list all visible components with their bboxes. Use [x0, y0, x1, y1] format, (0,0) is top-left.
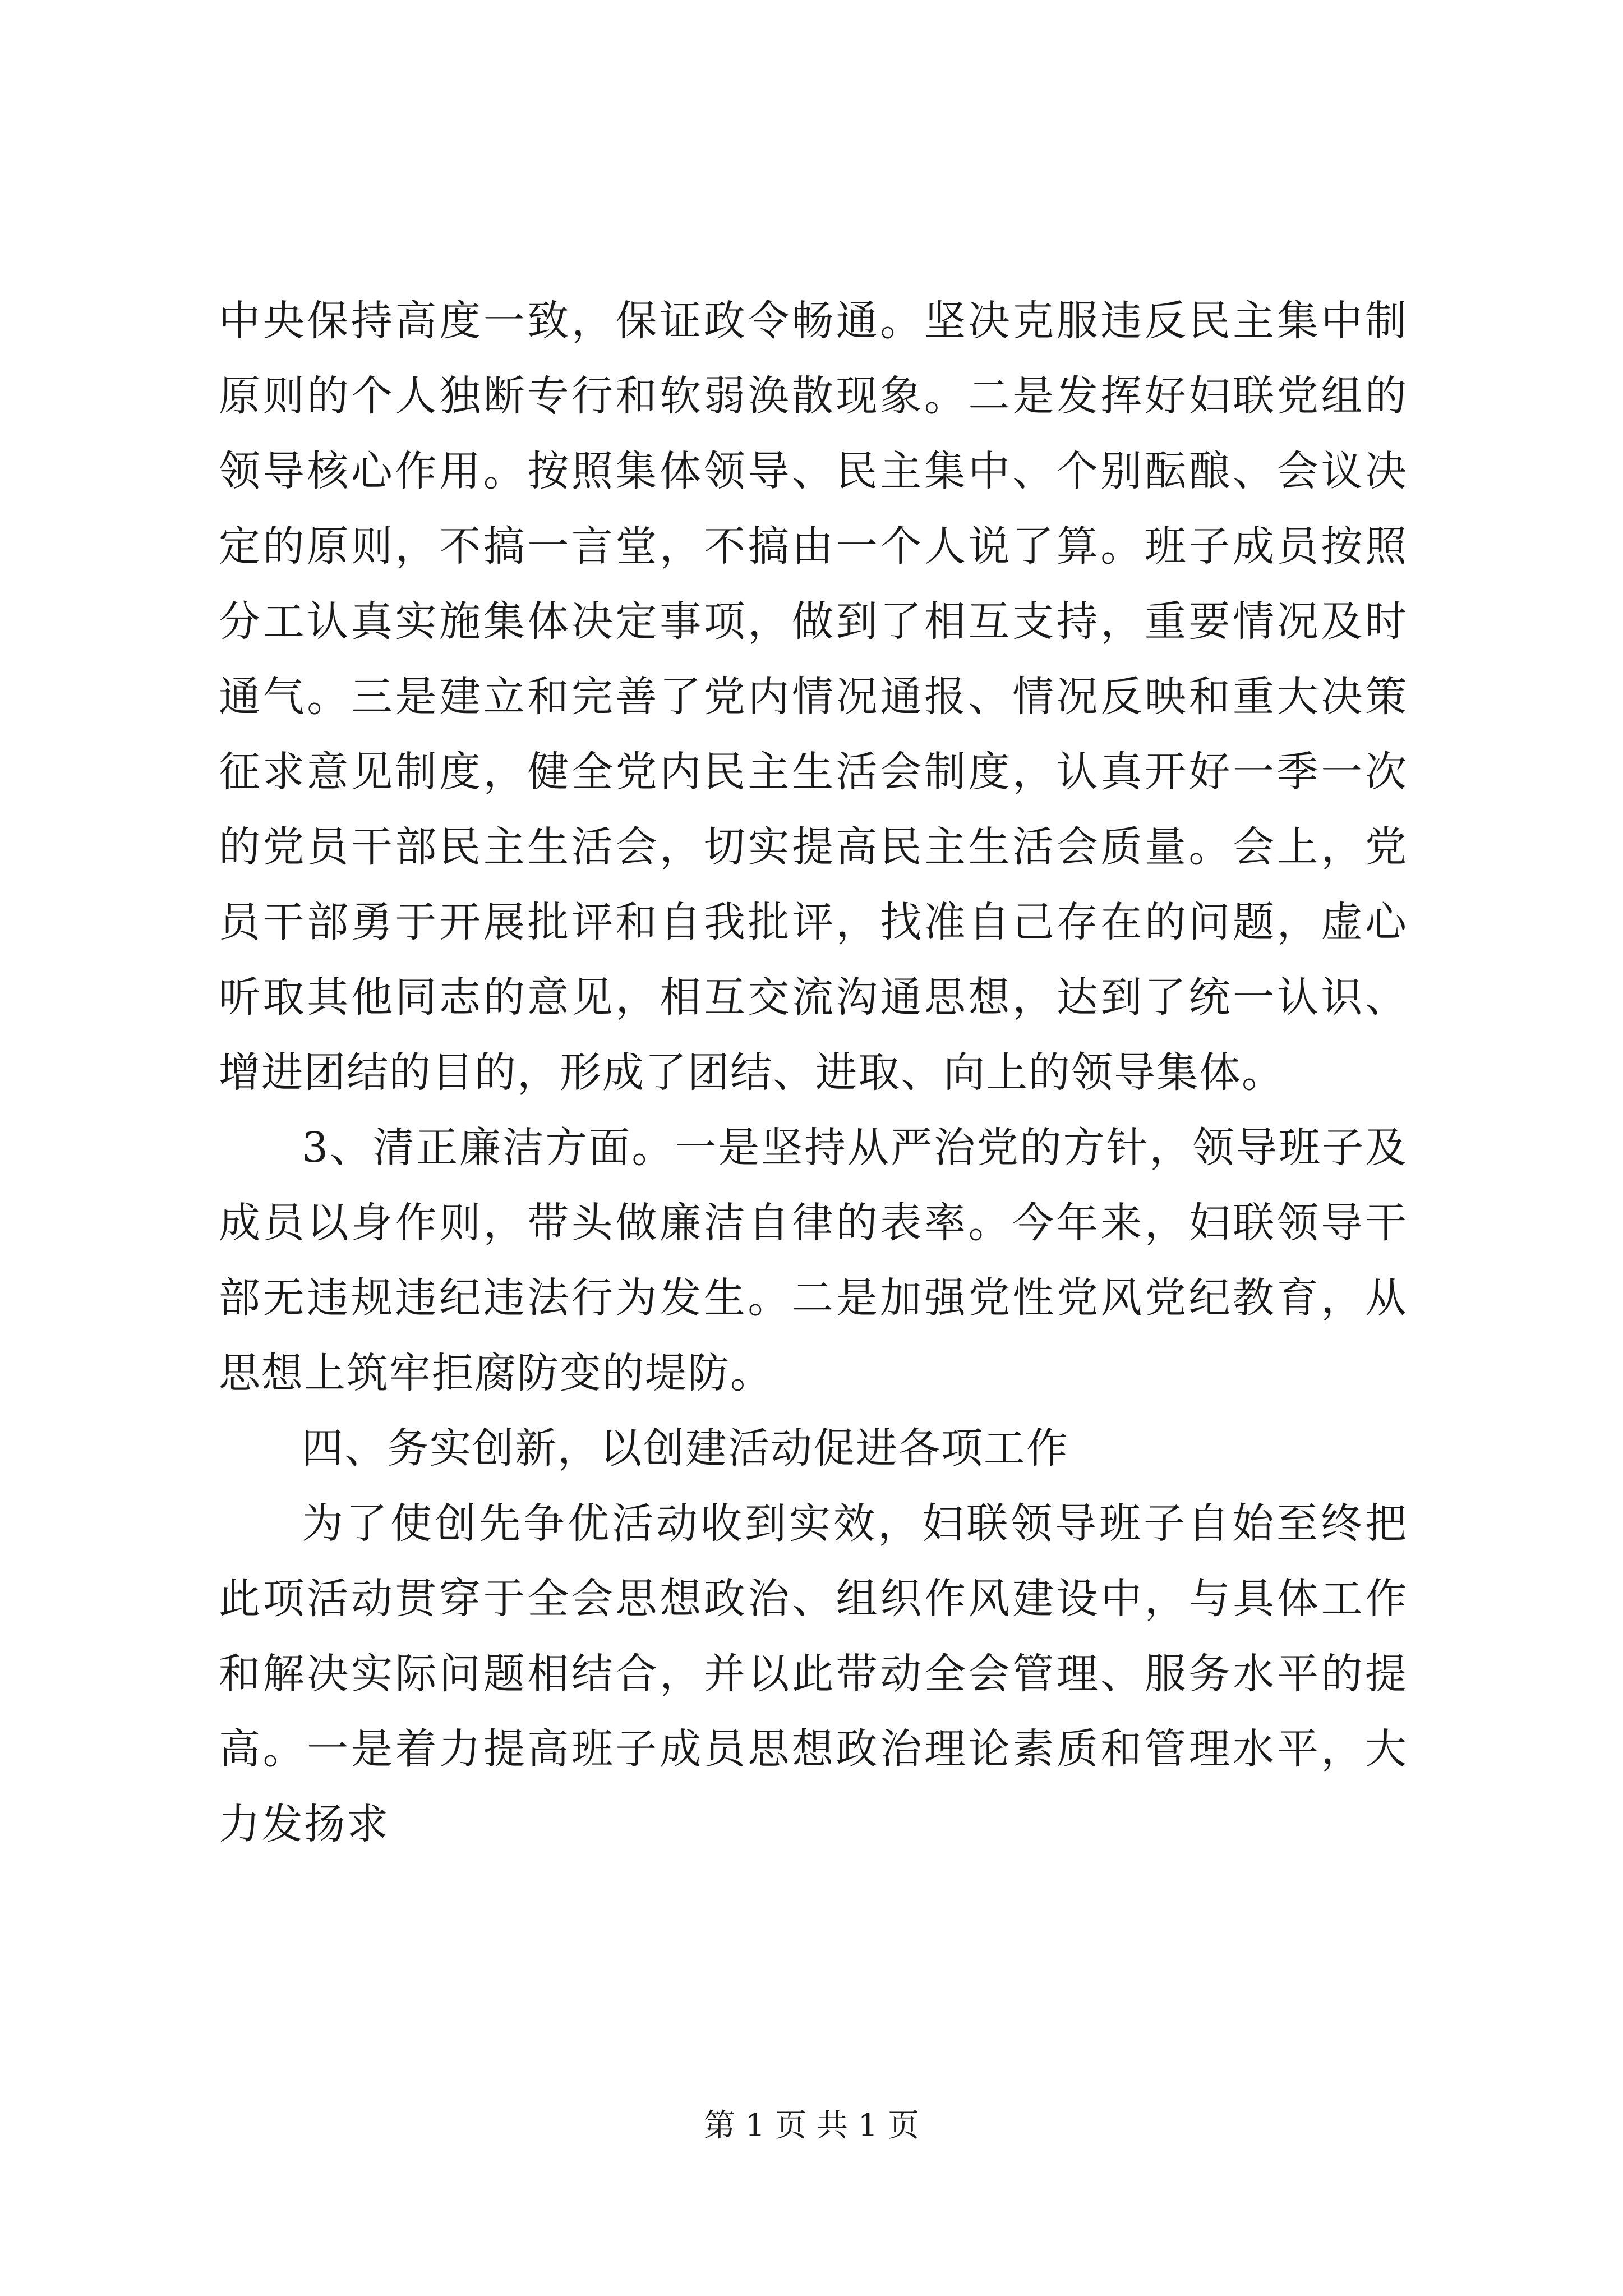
document-body	[219, 283, 1408, 1862]
paragraph-innovation: 为了使创先争优活动收到实效，妇联领导班子自始至终把此项活动贯穿于全会思想政治、组织作风建设中，与具体工作和解决实际问题相结合，并以此带动全会管理、服务水平的提高。一是着力提高班子成员思想政治理论素质和管理水平，大力发扬求	[219, 1499, 1408, 1848]
section-heading: 四、务实创新，以创建活动促进各项工作	[302, 1424, 1069, 1473]
page-number-footer: 第 1 页 共 1 页	[703, 2108, 920, 2144]
paragraph-continuation: 中央保持高度一致，保证政令畅通。坚决克服违反民主集中制原则的个人独断专行和软弱涣散现象。二是发挥好妇联党组的领导核心作用。按照集体领导、民主集中、个别酝酿、会议决定的原则，不搞一言堂，不搞由一个人说了算。班子成员按照分工认真实施集体决定事项，做到了相互支持，重要情况及时通气。三是建立和完善了党内情况通报、情况反映和重大决策征求意见制度，健全党内民主生活会制度，认真开好一季一次的党员干部民主生活会，切实提高民主生活会质量。会上，党员干部勇于开展批评和自我批评，找准自己存在的问题，虚心听取其他同志的意见，相互交流沟通思想，达到了统一认识、增进团结的目的，形成了团结、进取、向上的领导集体。	[219, 297, 1408, 1097]
paragraph-integrity: 3、清正廉洁方面。一是坚持从严治党的方针，领导班子及成员以身作则，带头做廉洁自律的表率。今年来，妇联领导干部无违规违纪违法行为发生。二是加强党性党风党纪教育，从思想上筑牢拒腐防变的堤防。	[219, 1124, 1408, 1397]
